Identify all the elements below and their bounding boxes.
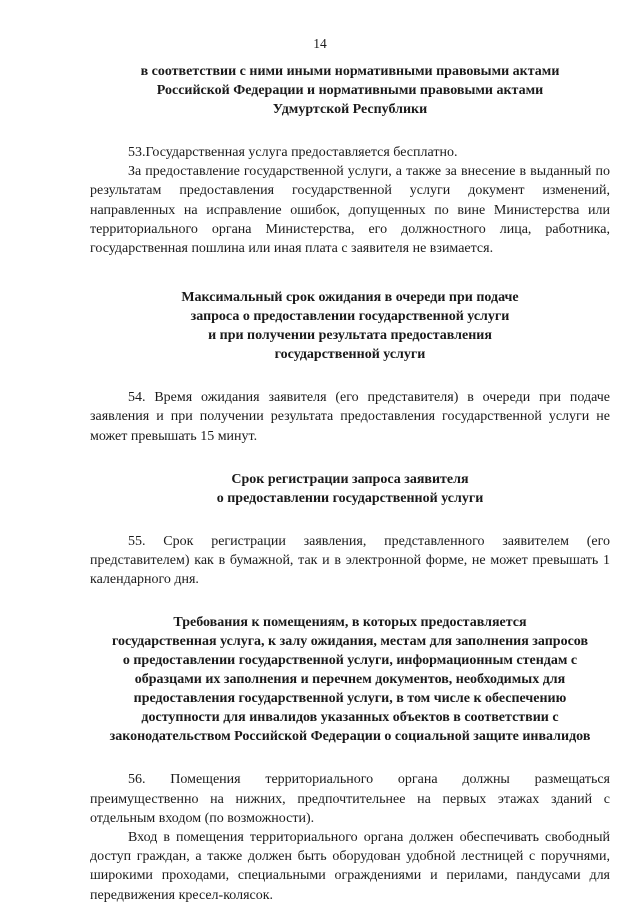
heading-line: доступности для инвалидов указанных объектов в соответствии с	[141, 710, 559, 726]
heading-registration	[90, 470, 610, 508]
page-content	[90, 62, 610, 905]
heading-line: о предоставлении государственной услуги, информационным стендам с	[122, 653, 578, 669]
heading-line: Требования к помещениям, в которых предоставляется	[173, 615, 527, 631]
heading-line: Срок регистрации запроса заявителя	[231, 471, 469, 487]
heading-line: о предоставлении государственной услуги	[216, 490, 484, 506]
heading-line: Максимальный срок ожидания в очереди при подаче	[181, 290, 519, 306]
heading-line: государственной услуги	[274, 347, 426, 363]
heading-queue-time	[90, 288, 610, 364]
page-number: 14	[313, 36, 327, 51]
paragraph-53-fee: 53.Государственная услуга предоставляется бесплатно.	[128, 145, 458, 160]
paragraph-56-location: 56. Помещения территориального органа должны размещаться преимущественно на нижних, предпочтительнее на первых этажах зданий с отдельным входом (по возможности).	[90, 772, 610, 826]
heading-line: образцами их заполнения и перечнем документов, необходимых для	[134, 672, 566, 688]
heading-line: в соответствии с ними иными нормативными правовыми актами	[140, 64, 560, 79]
paragraph-54: 54. Время ожидания заявителя (его представителя) в очереди при подаче заявления и при получении результата предоставления государственной услуги не может превышать 15 минут.	[90, 390, 610, 444]
heading-line: Российской Федерации и нормативными правовыми актами	[156, 83, 544, 98]
heading-line: законодательством Российской Федерации о социальной защите инвалидов	[109, 729, 591, 745]
paragraph-55: 55. Срок регистрации заявления, представленного заявителем (его представителем) как в бумажной, так и в электронной форме, не может превышать 1 календарного дня.	[90, 533, 610, 588]
heading-line: запроса о предоставлении государственной услуги	[190, 309, 510, 325]
heading-line: Удмуртской Республики	[272, 102, 428, 117]
paragraph-53-corrections: За предоставление государственной услуги, а также за внесение в выданный по результатам предоставления государственной услуги документ изменений, направленных на исправление ошибок, допущенных по вине Министерства или территориального органа Министерства, его должностного лица, работника, государственная пошлина или иная плата с заявителя не взимается.	[90, 164, 610, 257]
heading-line: и при получении результата предоставления	[208, 328, 492, 344]
heading-line: предоставления государственной услуги, в том числе к обеспечению	[133, 691, 567, 707]
paragraph-56-entrance: Вход в помещения территориального органа должен обеспечивать свободный доступ граждан, а также должен быть оборудован удобной лестницей с поручнями, широкими проходами, специальными ограждениями и перилами, пандусами для передвижения кресел-колясок.	[90, 830, 610, 903]
heading-intro	[90, 62, 610, 119]
heading-line: государственная услуга, к залу ожидания, местам для заполнения запросов	[111, 634, 589, 650]
heading-premises	[90, 613, 610, 746]
